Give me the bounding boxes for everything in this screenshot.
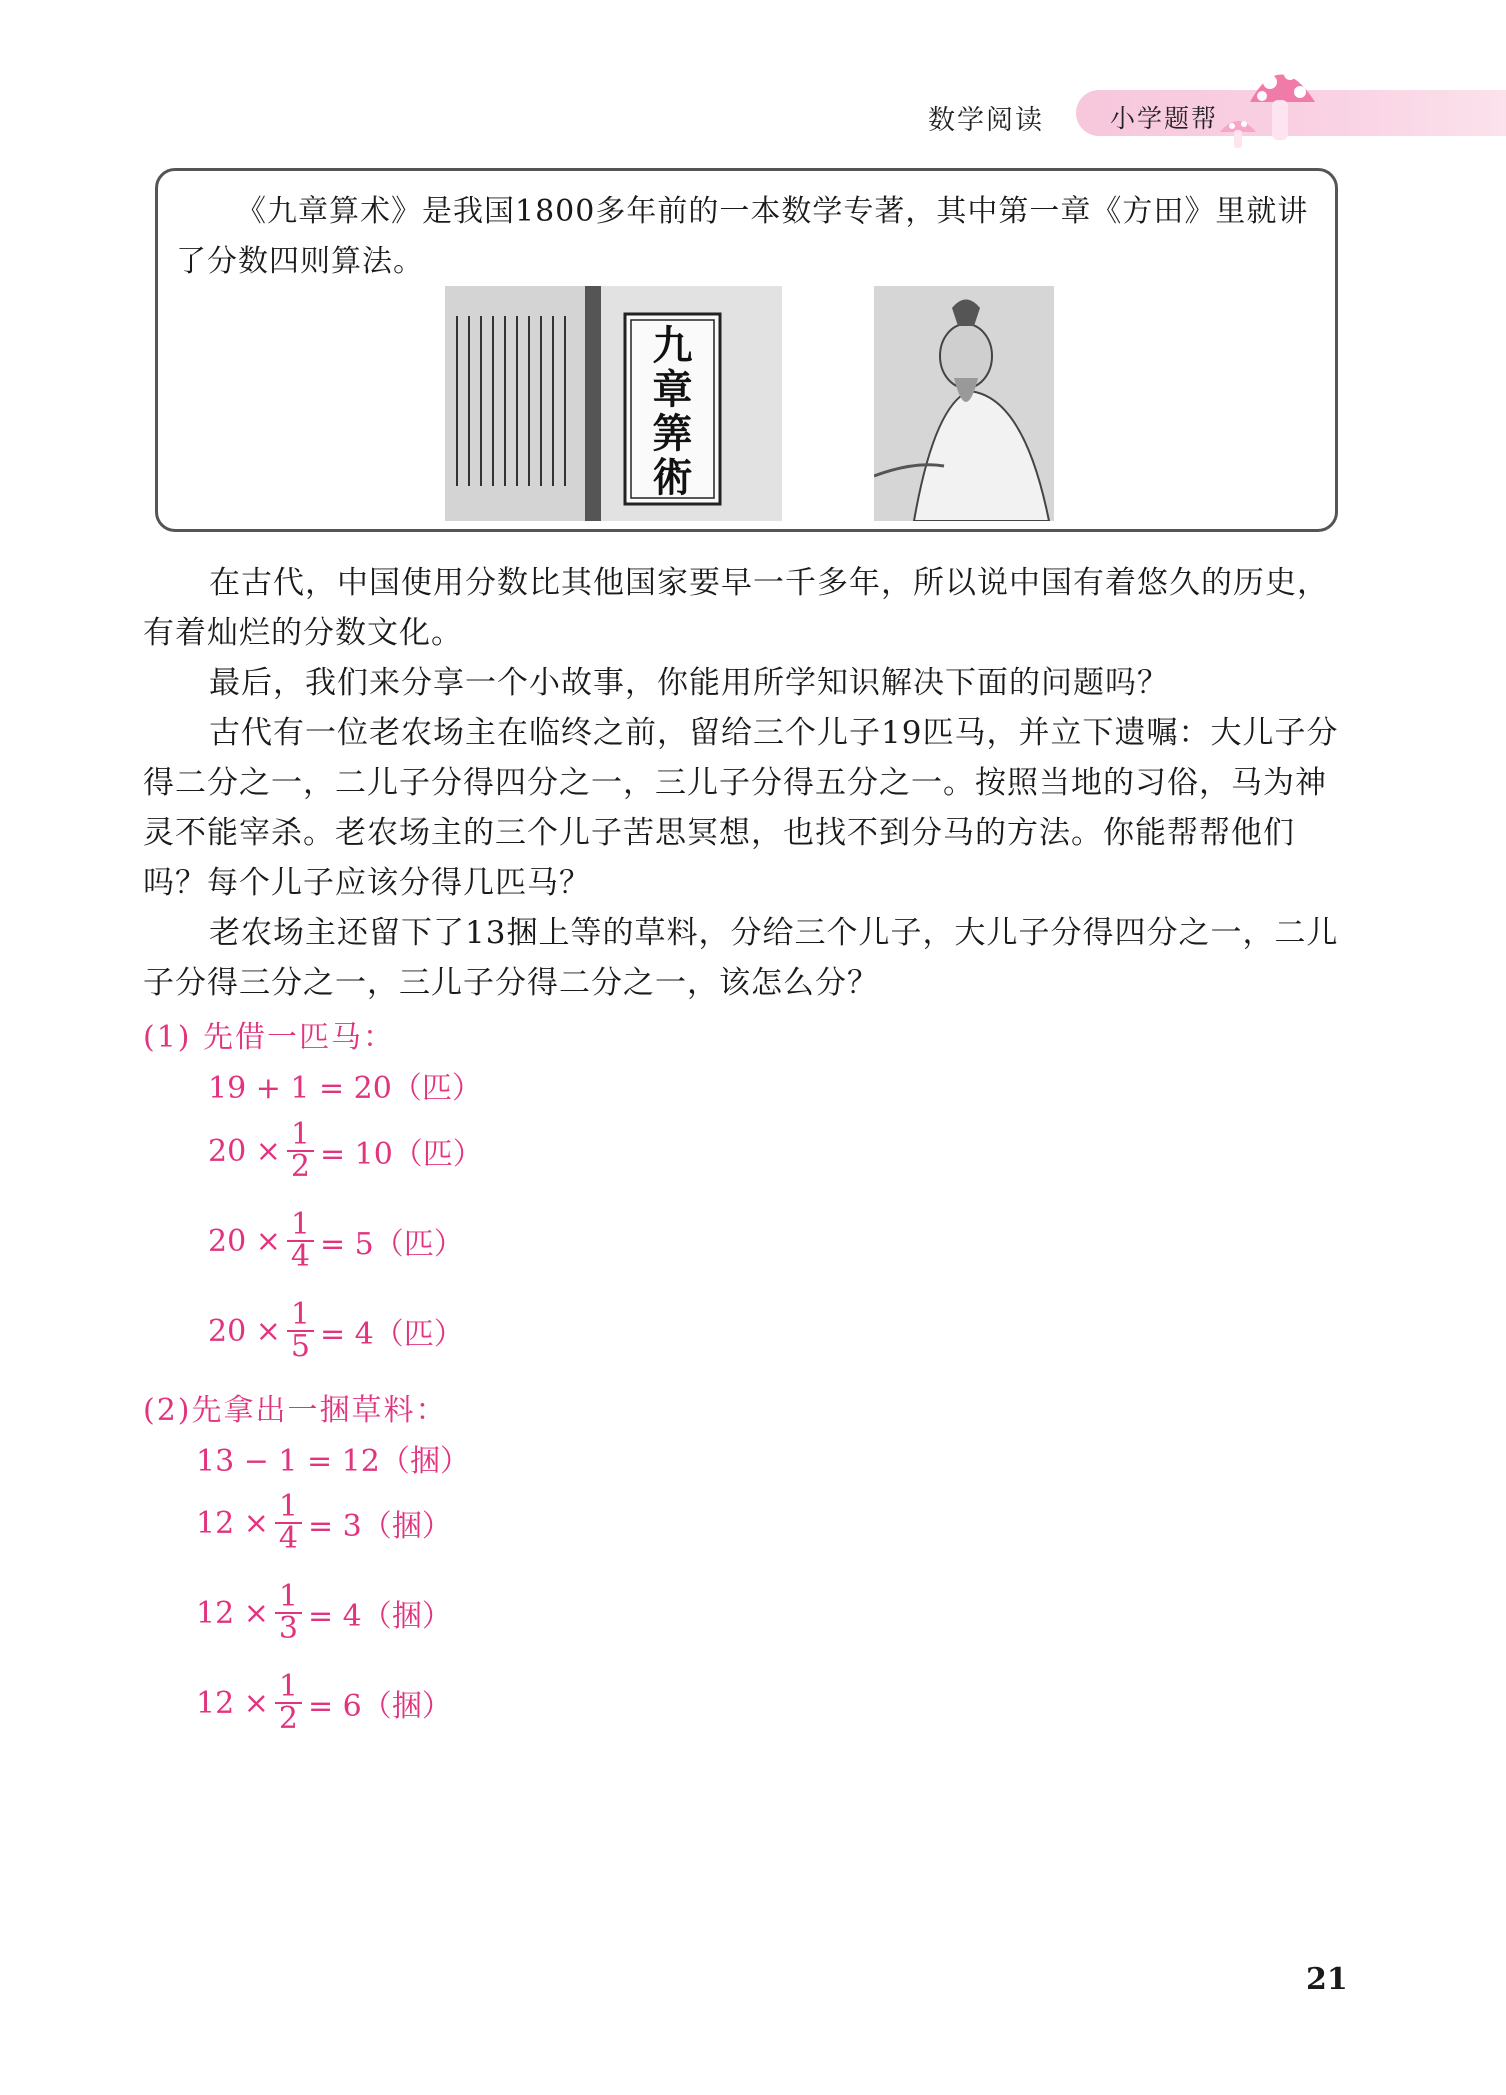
paragraph-horse-problem: 古代有一位老农场主在临终之前，留给三个儿子19匹马，并立下遗嘱：大儿子分得二分之一，二儿子分得四分之一，三儿子分得五分之一。按照当地的习俗，马为神灵不能宰杀。老农场主的三个儿子苦思冥想，也找不到分马的方法。你能帮帮他们吗？每个儿子应该分得几匹马？ — [143, 715, 1339, 901]
mushroom-icon — [1220, 52, 1340, 152]
paragraph-story-intro: 最后，我们来分享一个小故事，你能用所学知识解决下面的问题吗？ — [209, 665, 1169, 701]
section-title: 数学阅读 — [928, 105, 1044, 136]
fraction: $\frac{1}{3}$ — [275, 1582, 302, 1644]
page-number: 21 — [1306, 1962, 1348, 1997]
fraction: $\frac{1}{2}$ — [287, 1120, 314, 1182]
solution1-eq-1: 20 × $\frac{1}{2}$ = 10（匹） — [208, 1117, 483, 1184]
solution1-label: (1) 先借一匹马： — [143, 1020, 396, 1055]
paragraph-hay-problem: 老农场主还留下了13捆上等的草料，分给三个儿子，大儿子分得四分之一，二儿子分得三分之一，三儿子分得二分之一，该怎么分？ — [143, 915, 1339, 1001]
book-photo — [445, 286, 782, 521]
fraction: $\frac{1}{2}$ — [275, 1672, 302, 1734]
solution2-eq-1: 12 × $\frac{1}{4}$ = 3（捆） — [196, 1489, 452, 1556]
solution2-line1: 13 − 1 = 12（捆） — [196, 1444, 470, 1479]
fraction: $\frac{1}{5}$ — [287, 1300, 314, 1362]
solution2-label: (2)先拿出一捆草料： — [143, 1393, 448, 1428]
solution1-line1: 19 + 1 = 20（匹） — [208, 1071, 482, 1106]
fraction: $\frac{1}{4}$ — [275, 1492, 302, 1554]
portrait-photo — [874, 286, 1054, 521]
brand-label: 小学题帮 — [1110, 104, 1219, 133]
solution1-eq-3: 20 × $\frac{1}{5}$ = 4（匹） — [208, 1297, 464, 1364]
paragraph-history: 在古代，中国使用分数比其他国家要早一千多年，所以说中国有着悠久的历史，有着灿烂的分数文化。 — [143, 565, 1329, 651]
fraction: $\frac{1}{4}$ — [287, 1210, 314, 1272]
solution2-eq-3: 12 × $\frac{1}{2}$ = 6（捆） — [196, 1669, 452, 1736]
book-title: 九 章 筭 術 — [652, 322, 693, 501]
intro-box — [155, 168, 1338, 532]
intro-text: 《九章算术》是我国1800多年前的一本数学专著，其中第一章《方田》里就讲了分数四则算法。 — [176, 194, 1309, 279]
solution1-eq-2: 20 × $\frac{1}{4}$ = 5（匹） — [208, 1207, 464, 1274]
solution2-eq-2: 12 × $\frac{1}{3}$ = 4（捆） — [196, 1579, 452, 1646]
